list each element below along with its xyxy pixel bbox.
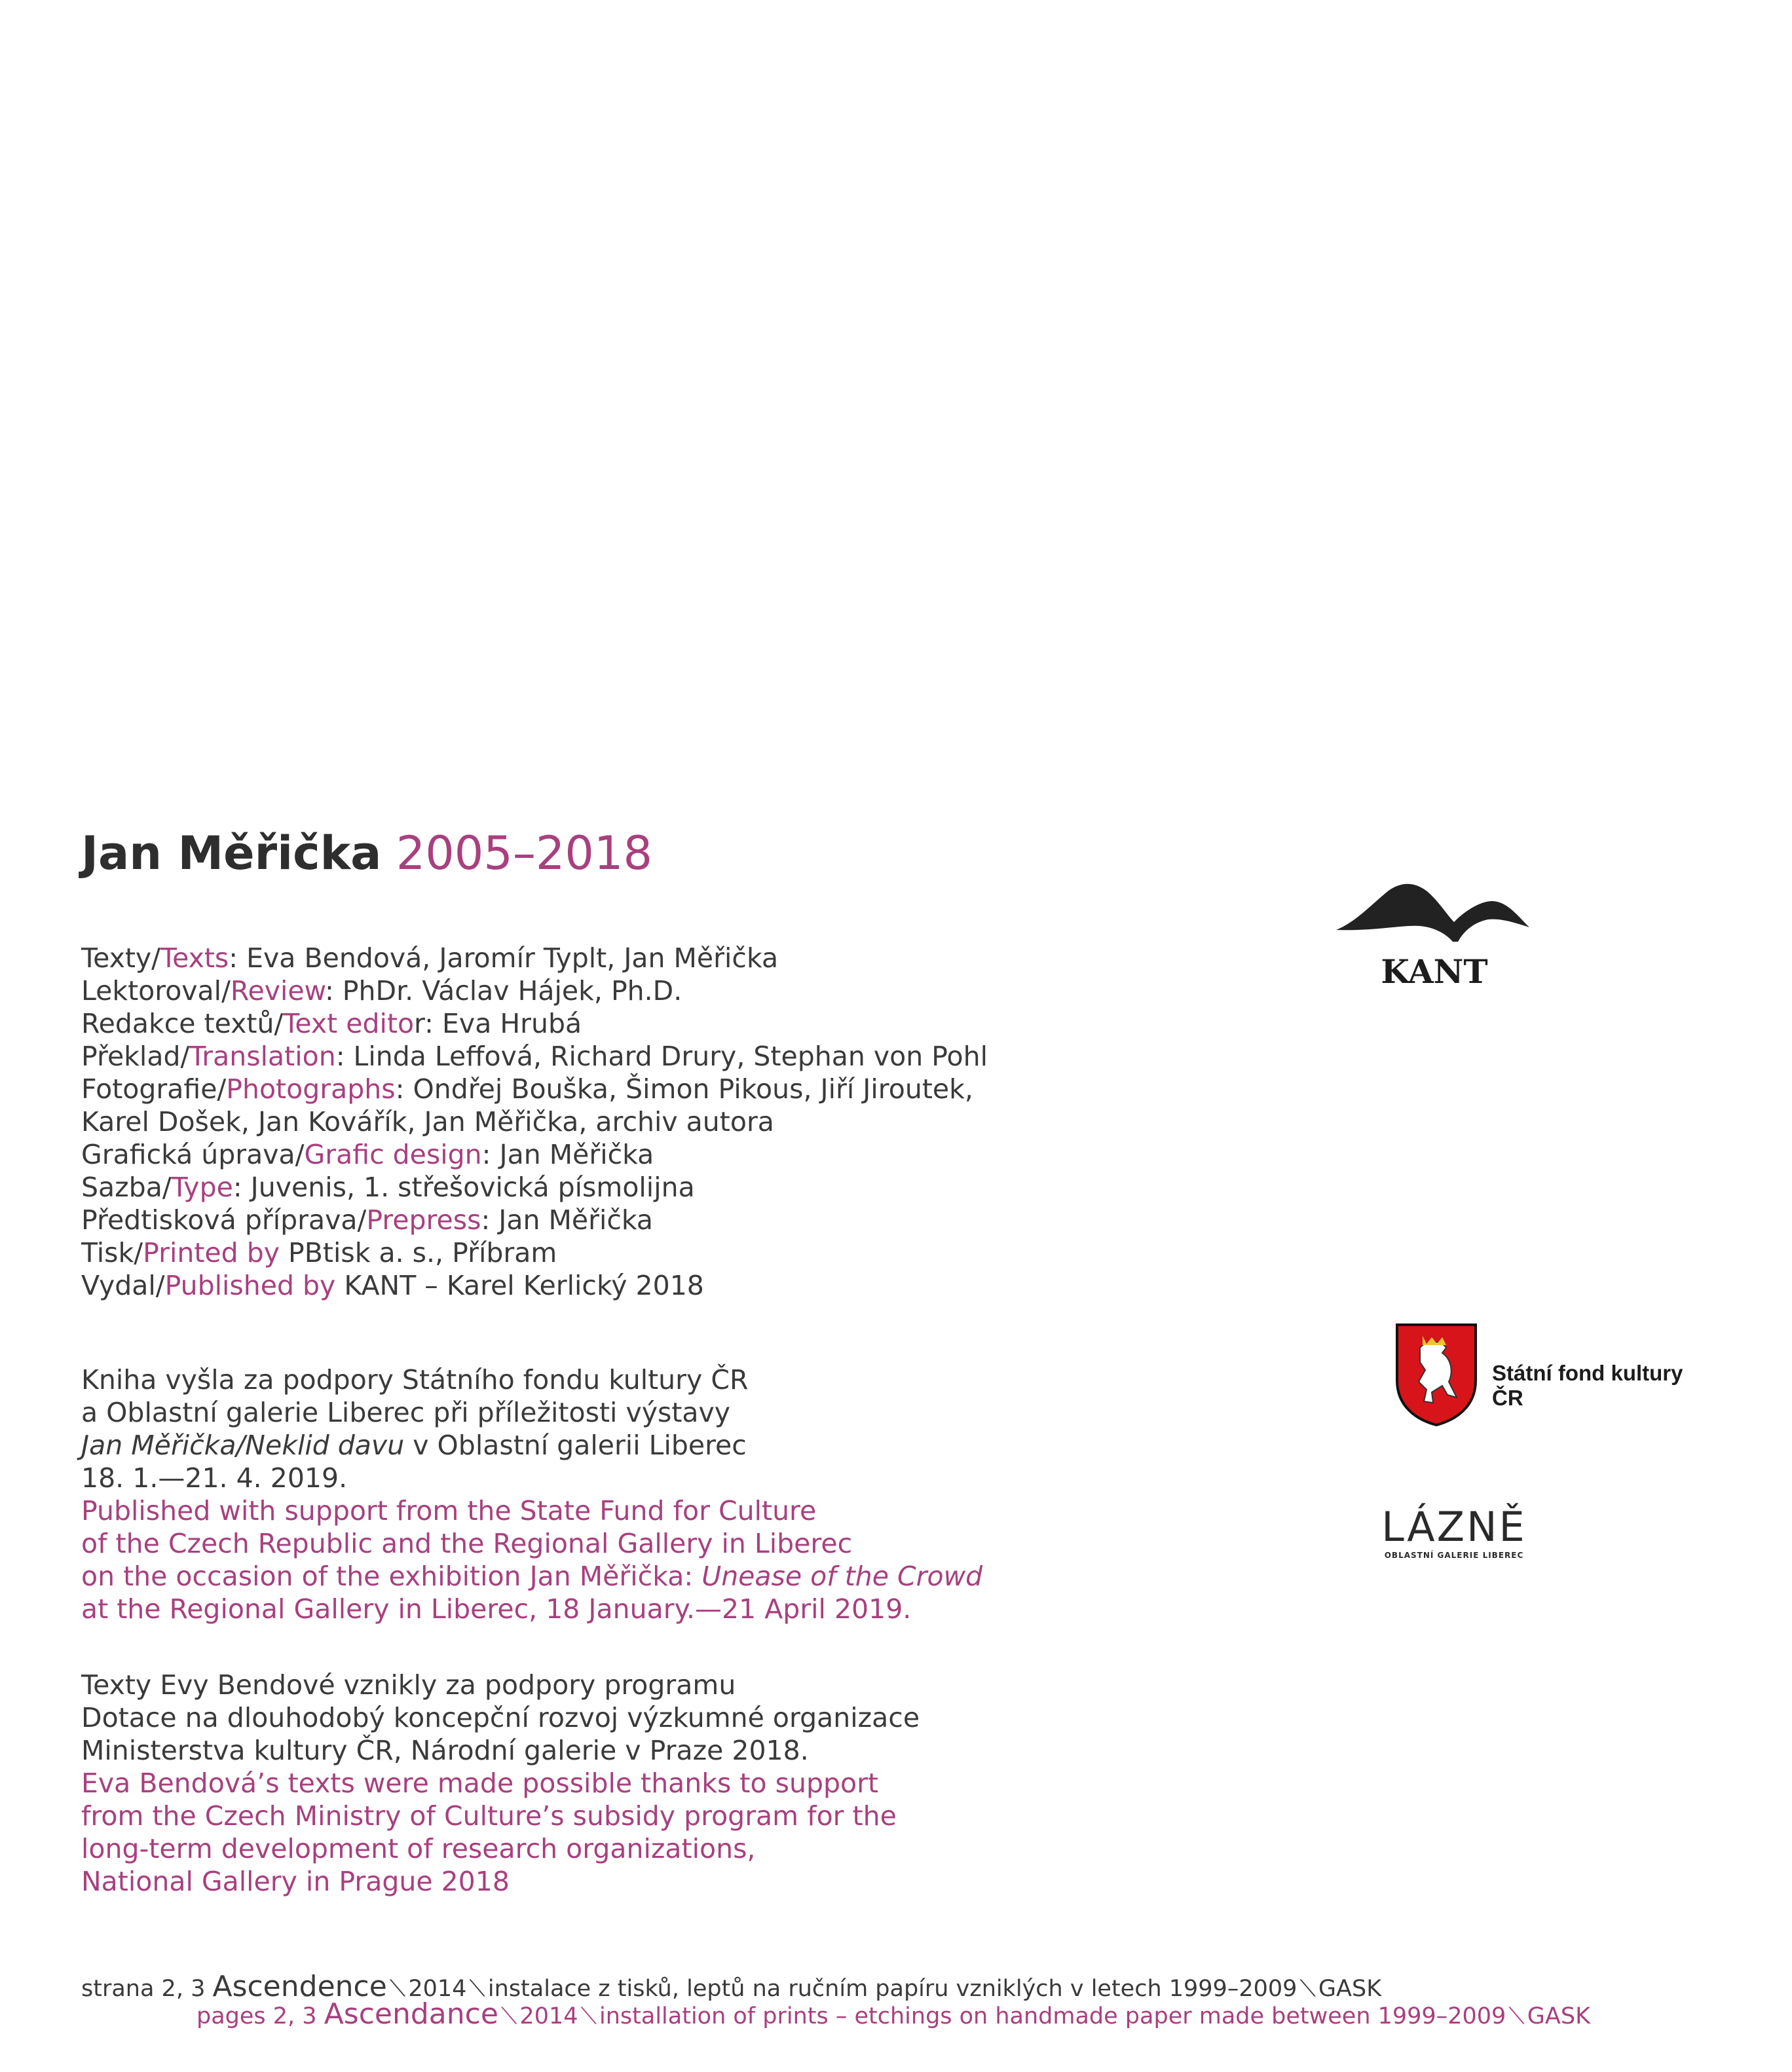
credit-value: : Linda Leffová, Richard Drury, Stephan von Pohl — [335, 1041, 988, 1072]
credit-value: r: Eva Hrubá — [414, 1008, 582, 1039]
caption-cz — [81, 1972, 1381, 2003]
support-line-en: at the Regional Gallery in Liberec, 18 January.—21 April 2019. — [81, 1593, 912, 1625]
caption-desc: installation of prints – etchings on handmade paper made between 1999–2009 — [599, 2003, 1506, 2029]
credit-label-en: Prepress — [366, 1204, 481, 1236]
grant-line-en: Eva Bendová’s texts were made possible thanks to support — [81, 1767, 879, 1799]
credit-line — [81, 1269, 988, 1302]
credit-value: : Ondřej Bouška, Šimon Pikous, Jiří Jiroutek, — [395, 1073, 973, 1105]
grant-line-cz: Ministerstva kultury ČR, Národní galerie v Praze 2018. — [81, 1735, 809, 1766]
support-statement — [81, 1363, 982, 1625]
support-line-cz: a Oblastní galerie Liberec při příležitosti výstavy — [81, 1397, 731, 1428]
credit-label-cz: Grafická úprava/ — [81, 1139, 305, 1170]
support-line-en: Published with support from the State Fund for Culture — [81, 1495, 817, 1526]
credit-label-cz: Vydal/ — [81, 1270, 165, 1301]
grant-line-cz: Dotace na dlouhodobý koncepční rozvoj výzkumné organizace — [81, 1702, 920, 1733]
support-text: on the occasion of the exhibition Jan Měřička: — [81, 1561, 702, 1592]
support-line-cz: 18. 1.—21. 4. 2019. — [81, 1462, 348, 1494]
separator-icon: ⟍ — [1508, 2003, 1525, 2029]
separator-icon: ⟍ — [389, 1976, 406, 2002]
credit-label-cz: Fotografie/ — [81, 1073, 227, 1105]
book-title — [81, 824, 652, 883]
state-fund-culture-logo — [1394, 1322, 1708, 1433]
separator-icon: ⟍ — [500, 2003, 517, 2029]
credit-value: PBtisk a. s., Příbram — [279, 1237, 557, 1268]
support-text: v Oblastní galerii Liberec — [404, 1430, 747, 1461]
support-line-en: of the Czech Republic and the Regional Gallery in Liberec — [81, 1528, 853, 1559]
caption-desc: instalace z tisků, leptů na ručním papíru vzniklých v letech 1999–2009 — [487, 1976, 1297, 2002]
caption-en — [196, 1997, 1591, 2031]
credit-value: KANT – Karel Kerlický 2018 — [335, 1270, 704, 1301]
credit-label-en: Texts — [160, 942, 229, 974]
caption-year: 2014 — [519, 2003, 578, 2029]
grant-line-cz: Texty Evy Bendové vznikly za podpory programu — [81, 1669, 736, 1701]
grant-line-en: National Gallery in Prague 2018 — [81, 1866, 510, 1897]
separator-icon: ⟍ — [1299, 1976, 1316, 2002]
credits-block — [81, 942, 988, 1302]
credit-line — [81, 1204, 988, 1236]
credit-line — [81, 1007, 988, 1040]
credit-label-en: Published by — [164, 1270, 336, 1301]
credit-label-en: Type — [171, 1172, 233, 1203]
credit-label-cz: Předtisková příprava/ — [81, 1204, 367, 1236]
credit-line — [81, 1236, 988, 1269]
credit-value: : Eva Bendová, Jaromír Typlt, Jan Měřička — [229, 942, 779, 974]
credit-label-en: Translation — [189, 1041, 336, 1072]
caption-venue: GASK — [1527, 2003, 1591, 2029]
credit-value: : Jan Měřička — [481, 1204, 654, 1236]
credit-label-cz: Texty/ — [81, 942, 160, 974]
credit-label-cz: Překlad/ — [81, 1041, 190, 1072]
support-line-cz — [81, 1429, 982, 1462]
credit-label-en: Printed by — [143, 1237, 280, 1268]
grant-statement — [81, 1669, 920, 1898]
credit-line — [81, 1073, 988, 1105]
credit-value: : Jan Měřička — [481, 1139, 654, 1170]
caption-title: Ascendence — [212, 1970, 387, 2003]
support-line-cz: Kniha vyšla za podpory Státního fondu kultury ČR — [81, 1364, 749, 1396]
caption-year: 2014 — [408, 1976, 467, 2002]
lazne-wordmark: LÁZNĚ — [1381, 1503, 1527, 1551]
author-name: Jan Měřička — [81, 826, 382, 880]
lazne-gallery-logo — [1375, 1504, 1533, 1569]
credit-line — [81, 1138, 988, 1171]
grant-line-en: long-term development of research organizations, — [81, 1833, 756, 1864]
credit-label-en: Review — [230, 975, 325, 1007]
lazne-subtitle: OBLASTNÍ GALERIE LIBEREC — [1384, 1551, 1524, 1560]
credit-label-cz: Lektoroval/ — [81, 975, 231, 1007]
credit-line — [81, 1105, 988, 1138]
grant-line-en: from the Czech Ministry of Culture’s subsidy program for the — [81, 1800, 897, 1832]
credit-value: : Juvenis, 1. střešovická písmolijna — [233, 1172, 695, 1203]
caption-venue: GASK — [1318, 1976, 1382, 2002]
exhibition-title-en: Unease of the Crowd — [701, 1561, 983, 1592]
credit-line — [81, 1171, 988, 1204]
kant-mountain-icon — [1336, 879, 1533, 951]
separator-icon: ⟍ — [469, 1976, 485, 2002]
caption-pages: strana 2, 3 — [81, 1976, 213, 2002]
czech-lion-coat-of-arms-icon — [1394, 1322, 1479, 1426]
state-fund-culture-name: Státní fond kultury ČR — [1492, 1361, 1683, 1410]
credit-label-cz: Redakce textů/ — [81, 1008, 284, 1039]
credit-line — [81, 974, 988, 1007]
credit-label-cz: Tisk/ — [81, 1237, 143, 1268]
credit-label-en: Grafic design — [304, 1139, 482, 1170]
credit-label-en: Photographs — [226, 1073, 396, 1105]
kant-wordmark: KANT — [1381, 952, 1488, 991]
title-years: 2005–2018 — [396, 826, 652, 880]
credit-value: : PhDr. Václav Hájek, Ph.D. — [324, 975, 682, 1007]
exhibition-title-cz: Jan Měřička/Neklid davu — [81, 1430, 405, 1461]
caption-title: Ascendance — [324, 1997, 498, 2031]
credit-line — [81, 1040, 988, 1073]
kant-logo — [1336, 879, 1533, 997]
credit-label-en: Text edito — [283, 1008, 415, 1039]
credit-line — [81, 942, 988, 974]
separator-icon: ⟍ — [580, 2003, 597, 2029]
credit-label-cz: Sazba/ — [81, 1172, 172, 1203]
credit-value: Karel Došek, Jan Kovářík, Jan Měřička, archiv autora — [81, 1106, 774, 1138]
caption-pages: pages 2, 3 — [196, 2003, 324, 2029]
support-line-en — [81, 1560, 982, 1593]
